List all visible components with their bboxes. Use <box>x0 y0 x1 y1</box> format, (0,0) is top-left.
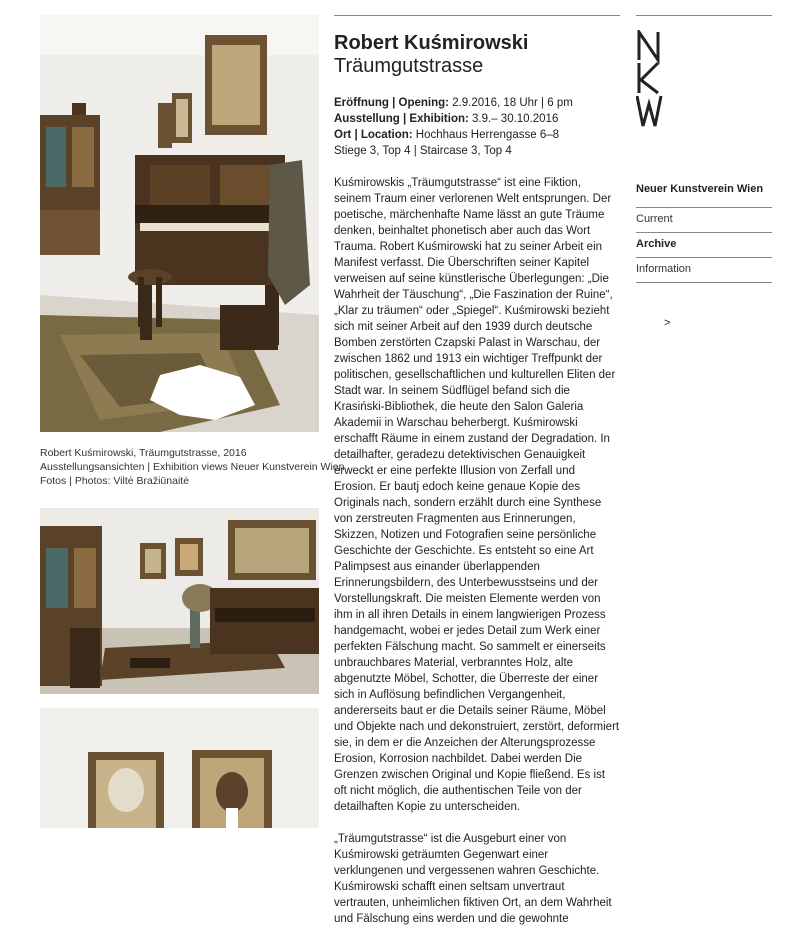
sidebar <box>636 15 772 329</box>
caption-line-2: Ausstellungsansichten | Exhibition views Neuer Kunstverein Wien <box>40 461 345 473</box>
exhibition-description <box>334 175 620 927</box>
location-value: Hochhaus Herrengasse 6–8 <box>412 129 560 141</box>
description-paragraph-2: „Träumgutstrasse“ ist die Ausgeburt einer von Kuśmirowski geträumten Gegenwart einer verklungenen und vergessenen wahren Geschichte. Kuśmirowski schafft einen seltsam unvertraut vertrauten, unheimlichen fiktiven Ort, an dem Wahrheit und Fälschung eins werden und die gewohnte <box>334 833 612 925</box>
opening-label: Eröffnung | Opening: <box>334 97 449 109</box>
org-name[interactable]: Neuer Kunstverein Wien <box>636 183 764 195</box>
artist-name: Robert Kuśmirowski <box>334 32 529 54</box>
description-paragraph-1: Kuśmirowskis „Träumgutstrasse“ ist eine Fiktion, seinem Traum einer verlorenen Welt entsprungen. Der poetische, märchenhafte Name lässt an gute Träume denken, beinhaltet phonetisch aber auch das Wort Trauma. Robert Kuśmirowski hat zu seiner Arbeit ein Manifest verfasst. Die Überschriften seiner Kapitel verweisen auf seine künstlerische Überlegungen: „Die Wahrheit der Täuschung“, „Die Faszination der Ruine“, „Klar zu träumen“ oder „Spiegel“. Kuśmirowski bezieht sich mit seiner Arbeit auf den 1939 durch deutsche Bomben zerstörten Czapski Palast in Warschau, der zwischen 1862 und 1913 ein wichtiger Treffpunkt der politischen, gesellschaftlichen und kulturellen Eliten der Stadt war. In seinem Südflügel befand sich die Krasiński-Bibliothek, die heute den Salon Galeria Akademii in Warschau beherbergt. Kuśmirowski erschafft Räume in einem zustand der Degradation. In detailhafter, geradezu detektivischen Genauigkeit erweckt er eine perfekte Illusion von Zerfall und Erosion. Er bautj edoch keine genaue Kopie des Originals nach, sondern erzählt durch eine Synthese von zerstreuten Fragmenten aus Erinnerungen, Skizzen, Notizen und Fotografien seine persönliche Geschichte der Geschichte. Es entsteht so eine Art Palimpsest aus einander überlappenden Erinnerungsbildern, des Unterbewusstseins und der Vorstellungskraft. Die meisten Elemente werden von ihm in all ihren Details in einem langwierigen Prozess handgemacht, wobei er jedes Detail zum Werk einer perfekten Fälschung macht. So sammelt er einerseits unbrauchbares Material, verbranntes Holz, alte abgenutzte Möbel, Schotter, die Überreste der einer sich in Auflösung befindlichen Vergangenheit, andererseits baut er die Details seiner Räume, Möbel und Objekte nach und dekonstruiert, zerstört, deformiert sie, in dem er die Anzeichen der Alterungsprozesse Erosion, Korrosion nachbildet. Dabei werden Die Grenzen zwischen Original und Kopie fließend. Es ist oft nicht möglich, die authentischen Teile von der detailhaften Kopie zu unterscheiden. <box>334 177 620 813</box>
exhibition-meta <box>334 95 620 159</box>
exhibition-title: Träumgutstrasse <box>334 55 484 77</box>
sidebar-top-divider <box>636 15 772 16</box>
exhibition-line <box>334 111 620 127</box>
text-column <box>334 15 620 943</box>
nav-item-current[interactable]: Current <box>636 208 772 233</box>
installation-photo-3[interactable] <box>40 708 319 828</box>
nav-item-information[interactable]: Information <box>636 258 772 283</box>
location-line-2: Stiege 3, Top 4 | Staircase 3, Top 4 <box>334 145 512 157</box>
main-nav <box>636 208 772 283</box>
image-column <box>40 15 345 828</box>
caption-line-1: Robert Kuśmirowski, Träumgutstrasse, 2016 <box>40 447 247 459</box>
location-label: Ort | Location: <box>334 129 413 141</box>
next-arrow-icon[interactable]: > <box>664 317 671 329</box>
opening-line <box>334 95 620 111</box>
installation-photo-1[interactable] <box>40 15 319 432</box>
caption-line-3: Fotos | Photos: Viltė Bražiūnaitė <box>40 475 190 487</box>
photo-portraits-wall <box>40 708 319 828</box>
top-divider <box>334 15 620 16</box>
nkw-logo-icon[interactable] <box>636 30 676 130</box>
location-line <box>334 127 620 143</box>
nav-item-archive[interactable]: Archive <box>636 233 772 258</box>
photo-caption <box>40 446 345 488</box>
photo-piano-room <box>40 15 319 432</box>
exhibition-value: 3.9.– 30.10.2016 <box>468 113 559 125</box>
opening-value: 2.9.2016, 18 Uhr | 6 pm <box>449 97 573 109</box>
photo-table-room <box>40 508 319 694</box>
installation-photo-2[interactable] <box>40 508 319 694</box>
exhibition-label: Ausstellung | Exhibition: <box>334 113 469 125</box>
